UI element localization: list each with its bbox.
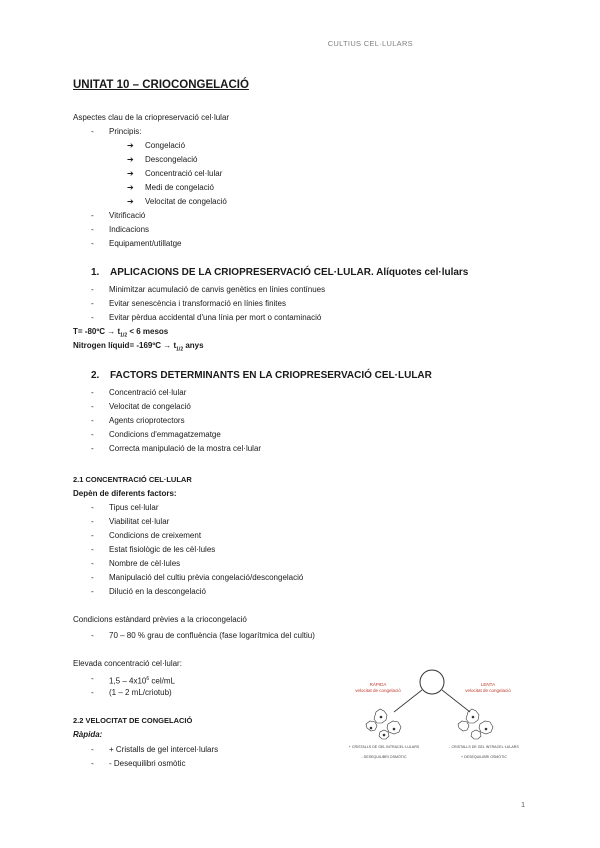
slow-rate-label-sub: velocitat de congelació [465, 688, 511, 693]
page-title: UNITAT 10 – CRIOCONGELACIÓ [73, 79, 249, 91]
section21-lead: Depèn de diferents factors: [73, 489, 177, 498]
running-header: CULTIUS CEL·LULARS [327, 39, 413, 48]
bullet-dash: - [91, 285, 94, 294]
fast-caption-1: + CRISTALLS DE GEL INTRACEL·LULARS [348, 745, 420, 749]
fast-rate-label: RÀPIDA [369, 682, 387, 687]
section22-item: - Desequilibri osmòtic [109, 759, 186, 768]
section-2-1-heading: 2.1 CONCENTRACIÓ CEL·LULAR [73, 475, 192, 484]
bullet-dash: - [91, 313, 94, 322]
fast-frozen-cells [366, 709, 401, 739]
section2-item: Concentració cel·lular [109, 388, 187, 397]
note-text: anys [183, 341, 204, 350]
arrow-right-icon: ➔ [127, 141, 134, 150]
section-number: 1. [91, 267, 100, 278]
section1-item: Evitar senescència i transformació en línies finites [109, 299, 286, 308]
section2-item: Condicions d'emmagatzematge [109, 430, 221, 439]
section1-item: Minimitzar acumulació de canvis genètics en línies contínues [109, 285, 326, 294]
bullet-dash: - [91, 573, 94, 582]
bullet-dash: - [91, 127, 94, 136]
section21-item: Condicions de creixement [109, 531, 202, 540]
section-2-heading [91, 370, 432, 381]
high-concentration-item: (1 – 2 mL/criotub) [109, 688, 172, 697]
bullet-dash: - [91, 688, 94, 697]
high-concentration-item [109, 674, 175, 687]
principle-item: Congelació [145, 141, 186, 150]
section-title: FACTORS DETERMINANTS EN LA CRIOPRESERVACIÓ CEL·LULAR [110, 370, 432, 381]
slow-frozen-cells [458, 709, 493, 739]
arrow-right-icon: ➔ [127, 197, 134, 206]
note-subscript: 1/2 [120, 332, 128, 339]
section1-item: Evitar pèrdua accidental d'una línia per mort o contaminació [109, 313, 322, 322]
section2-item: Agents crioprotectors [109, 416, 185, 425]
bullet-dash: - [91, 225, 94, 234]
note-text: Nitrogen líquid= -169ºC → t [73, 341, 177, 350]
bullet-dash: - [91, 239, 94, 248]
value-text: cel/mL [149, 676, 175, 686]
bullet-dash: - [91, 759, 94, 768]
fast-label: Ràpida: [73, 730, 103, 739]
slow-caption-2: + DESEQUILIBRI OSMÒTIC [460, 755, 508, 759]
arrow-right-icon: ➔ [127, 169, 134, 178]
principle-item: Descongelació [145, 155, 198, 164]
intro-item: Indicacions [109, 225, 150, 234]
value-text: 1,5 – 4x10 [109, 676, 147, 686]
note-text: T= -80ºC → t [73, 327, 121, 336]
bullet-dash: - [91, 444, 94, 453]
bullet-dash: - [91, 211, 94, 220]
principles-label: Principis: [109, 127, 142, 136]
bullet-dash: - [91, 674, 94, 683]
bullet-dash: - [91, 545, 94, 554]
arrow-left-line [394, 690, 422, 712]
arrow-right-icon: ➔ [127, 183, 134, 192]
arrow-right-icon: ➔ [127, 155, 134, 164]
freezing-rate-diagram [336, 662, 531, 767]
bullet-dash: - [91, 430, 94, 439]
principle-item: Medi de congelació [145, 183, 214, 192]
bullet-dash: - [91, 587, 94, 596]
section-number: 2. [91, 370, 100, 381]
bullet-dash: - [91, 416, 94, 425]
section-2-2-heading: 2.2 VELOCITAT DE CONGELACIÓ [73, 716, 193, 725]
bullet-dash: - [91, 517, 94, 526]
section2-item: Correcta manipulació de la mostra cel·lular [109, 444, 262, 453]
principle-item: Concentració cel·lular [145, 169, 223, 178]
arrow-right-line [442, 690, 470, 712]
intro-item: Equipament/utillatge [109, 239, 182, 248]
bullet-dash: - [91, 631, 94, 640]
section-1-heading [91, 267, 468, 278]
slow-rate-label: LENTA [480, 682, 496, 687]
section-title: APLICACIONS DE LA CRIOPRESERVACIÓ CEL·LULAR. Alíquotes cel·lulars [110, 267, 469, 278]
section21-item: Nombre de cèl·lules [109, 559, 181, 568]
bullet-dash: - [91, 299, 94, 308]
intro-heading: Aspectes clau de la criopreservació cel·lular [73, 113, 230, 122]
page-number: 1 [521, 802, 525, 809]
storage-note-80 [73, 327, 168, 341]
initial-cell [420, 670, 444, 694]
storage-note-nitrogen [73, 341, 204, 355]
standard-conditions-heading: Condicions estàndard prèvies a la criocongelació [73, 615, 247, 624]
bullet-dash: - [91, 745, 94, 754]
section21-item: Dilució en la descongelació [109, 587, 206, 596]
standard-conditions-item: 70 – 80 % grau de confluència (fase logarítmica del cultiu) [109, 631, 315, 640]
high-concentration-heading: Elevada concentració cel·lular: [73, 659, 182, 668]
section21-item: Manipulació del cultiu prèvia congelació/descongelació [109, 573, 304, 582]
fast-caption-2: - DESEQUILIBRI OSMÒTIC [361, 755, 407, 759]
principle-item: Velocitat de congelació [145, 197, 227, 206]
section21-item: Tipus cel·lular [109, 503, 159, 512]
fast-rate-label-sub: velocitat de congelació [355, 688, 401, 693]
bullet-dash: - [91, 559, 94, 568]
note-text: < 6 mesos [127, 327, 169, 336]
note-subscript: 1/2 [176, 346, 184, 353]
bullet-dash: - [91, 503, 94, 512]
section2-item: Velocitat de congelació [109, 402, 191, 411]
bullet-dash: - [91, 531, 94, 540]
slow-caption-1: - CRISTALLS DE GEL INTRACEL·LULARS [449, 745, 519, 749]
bullet-dash: - [91, 402, 94, 411]
value-superscript: 6 [146, 676, 150, 682]
bullet-dash: - [91, 388, 94, 397]
intro-item: Vitrificació [109, 211, 146, 220]
section21-item: Estat fisiològic de les cèl·lules [109, 545, 216, 554]
section22-item: + Cristalls de gel intercel·lulars [109, 745, 219, 754]
section21-item: Viabilitat cel·lular [109, 517, 170, 526]
